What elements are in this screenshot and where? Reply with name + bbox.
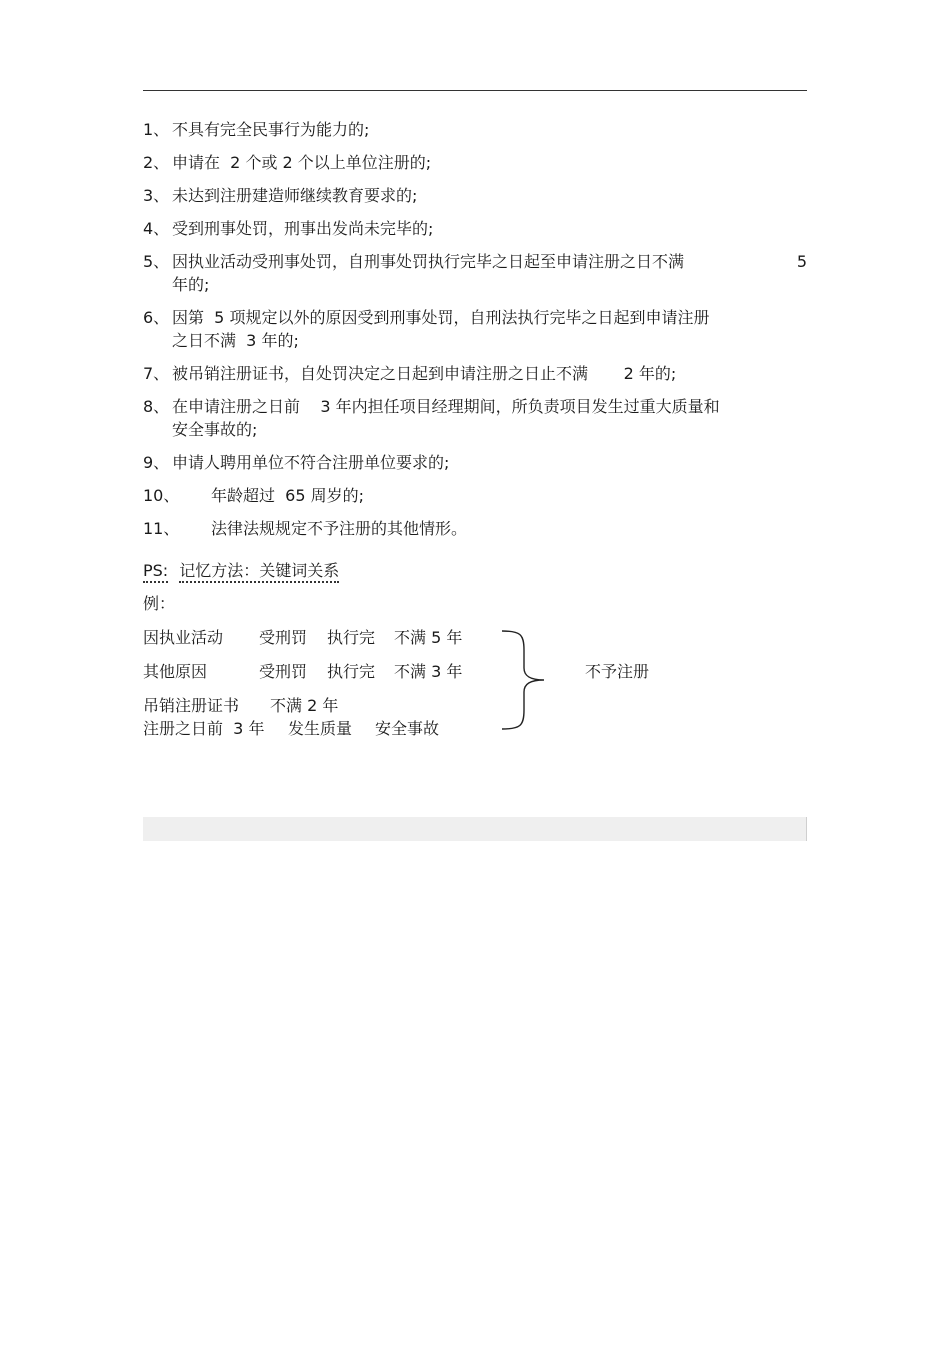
- item-text: 年龄超过 65 周岁的;: [211, 486, 365, 505]
- item-number: 10、: [143, 486, 180, 505]
- list-item: [143, 250, 809, 296]
- item-text: 不具有完全民事行为能力的;: [172, 120, 370, 139]
- item-text-continued: 年的;: [172, 275, 210, 294]
- item-number: 8、: [143, 397, 170, 416]
- ps-text: 记忆方法：关键词关系: [179, 561, 339, 583]
- item-text: 法律法规规定不予注册的其他情形。: [211, 519, 468, 538]
- example-cell: 其他原因: [143, 662, 208, 681]
- example-cell: 因执业活动: [143, 628, 224, 647]
- footer-bar: [143, 817, 807, 841]
- example-cell: 吊销注册证书: [143, 696, 240, 715]
- item-text: 申请在 2 个或 2 个以上单位注册的;: [172, 153, 432, 172]
- item-number: 5、: [143, 252, 170, 271]
- item-text: 在申请注册之日前 3 年内担任项目经理期间，所负责项目发生过重大质量和: [172, 397, 720, 416]
- right-brace-icon: [500, 628, 550, 732]
- item-text: 因第 5 项规定以外的原因受到刑事处罚，自刑法执行完毕之日起到申请注册: [172, 308, 710, 327]
- item-number: 6、: [143, 308, 170, 327]
- item-text: 因执业活动受刑事处罚，自刑事处罚执行完毕之日起至申请注册之日不满: [172, 252, 685, 271]
- example-cell: 不满 2 年: [270, 696, 339, 715]
- item-number: 7、: [143, 364, 170, 383]
- example-cell: 不满 3 年: [394, 662, 463, 681]
- example-cell: 受刑罚: [259, 628, 308, 647]
- list-item: [143, 451, 809, 474]
- list-item: [143, 184, 809, 207]
- item-number: 9、: [143, 453, 170, 472]
- item-text: 受到刑事处罚，刑事出发尚未完毕的;: [172, 219, 434, 238]
- example-cell: 执行完: [327, 662, 376, 681]
- example-cell: 安全事故: [375, 719, 440, 738]
- item-number: 3、: [143, 186, 170, 205]
- item-number: 1、: [143, 120, 170, 139]
- requirement-list: [143, 118, 809, 550]
- result-text: 不予注册: [585, 662, 650, 681]
- item-text: 被吊销注册证书，自处罚决定之日起到申请注册之日止不满 2 年的;: [172, 364, 677, 383]
- item-text: 未达到注册建造师继续教育要求的;: [172, 186, 418, 205]
- item-text-continued: 之日不满 3 年的;: [172, 331, 299, 350]
- example-label: 例：: [143, 594, 176, 613]
- list-item: [143, 484, 809, 507]
- item-text: 申请人聘用单位不符合注册单位要求的;: [172, 453, 450, 472]
- item-text-continued: 安全事故的;: [172, 420, 258, 439]
- item-number: 2、: [143, 153, 170, 172]
- item-number: 4、: [143, 219, 170, 238]
- list-item: [143, 217, 809, 240]
- list-item: [143, 306, 809, 352]
- list-item: [143, 517, 809, 540]
- example-cell: 发生质量: [288, 719, 353, 738]
- list-item: [143, 118, 809, 141]
- list-item: [143, 395, 809, 441]
- ps-prefix: PS:: [143, 561, 168, 583]
- example-cell: 执行完: [327, 628, 376, 647]
- example-cell: 受刑罚: [259, 662, 308, 681]
- header-rule: [143, 90, 807, 91]
- list-item: [143, 151, 809, 174]
- example-cell: 不满 5 年: [394, 628, 463, 647]
- list-item: [143, 362, 809, 385]
- item-number: 11、: [143, 519, 180, 538]
- example-cell: 注册之日前 3 年: [143, 719, 265, 738]
- item-tail-number: 5: [796, 252, 807, 271]
- ps-note: [143, 559, 339, 582]
